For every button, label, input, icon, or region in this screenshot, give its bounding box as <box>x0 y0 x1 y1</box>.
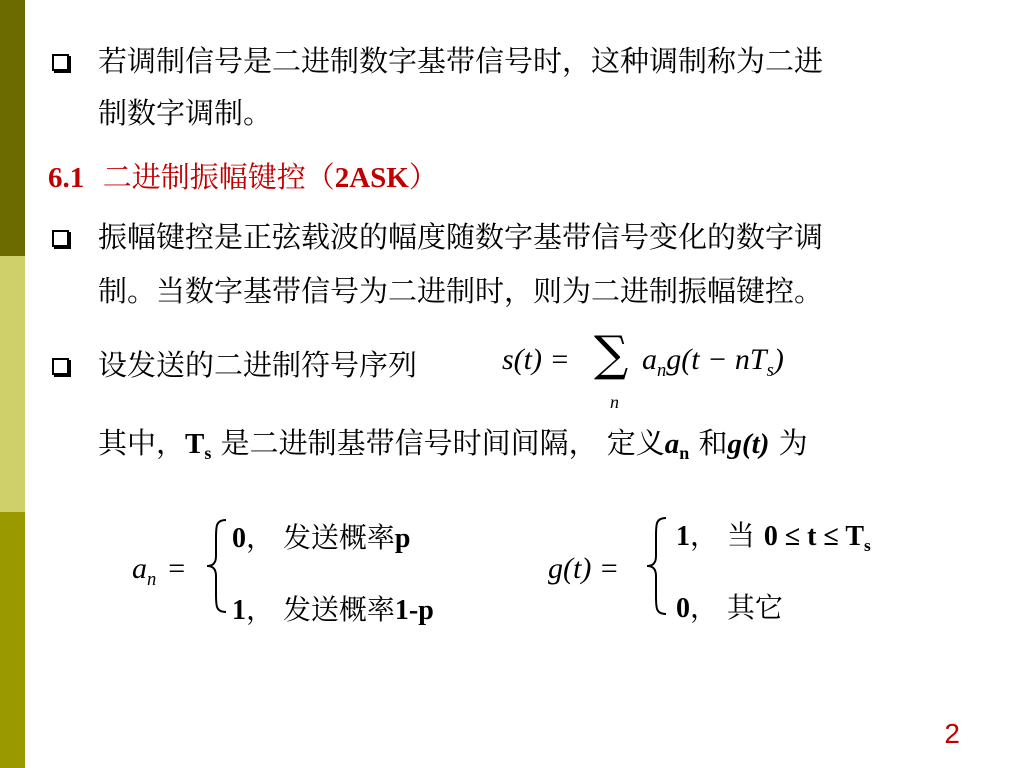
formula-close: ) <box>773 343 784 376</box>
bullet-2-line-2: 制。当数字基带信号为二进制时，则为二进制振幅键控。 <box>98 274 824 308</box>
formula-ts-sub: s <box>766 359 774 381</box>
an-case-1-prob: p <box>394 523 411 554</box>
an-case-2-text: ， 发送概率 <box>246 593 395 626</box>
an-case-2 <box>232 588 434 628</box>
g-case-2-text: ， 其它 <box>690 591 783 624</box>
section-heading <box>48 160 438 195</box>
summation-index: n <box>610 392 619 412</box>
g-case-2 <box>676 586 783 626</box>
bullet-1-line-1: 若调制信号是二进制数字基带信号时，这种调制称为二进 <box>98 44 824 78</box>
formula-a: a <box>642 343 657 376</box>
g-case-1-condition: 0 ≤ t ≤ T <box>763 521 865 552</box>
an-case-1 <box>232 516 410 556</box>
section-close: ） <box>408 160 438 194</box>
formula-a-sub: n <box>657 359 667 381</box>
g-case-1 <box>676 514 871 554</box>
formula-s-rhs <box>642 343 784 381</box>
g-case-1-value: 1 <box>676 521 690 552</box>
an-left-brace-icon <box>204 516 230 616</box>
an-case-2-value: 1 <box>232 595 246 626</box>
section-abbr: 2ASK <box>334 162 409 194</box>
summation-sigma: ∑ <box>594 326 629 382</box>
an-lhs-sub: n <box>147 568 157 590</box>
g-case-2-value: 0 <box>676 593 690 624</box>
checkbox-bullet-icon <box>52 54 69 71</box>
g-lhs: g(t) = <box>548 552 620 585</box>
definition-line <box>98 426 808 464</box>
definition-a: a <box>664 428 680 460</box>
definition-T-sub: s <box>204 443 212 464</box>
side-stripe-middle <box>0 256 25 512</box>
g-left-brace-icon <box>644 514 670 618</box>
g-case-1-sub: s <box>864 536 871 556</box>
definition-and: 和 <box>689 426 728 460</box>
definition-T: T <box>185 428 205 460</box>
side-stripe-top <box>0 0 25 256</box>
section-number: 6.1 <box>48 162 85 194</box>
checkbox-bullet-icon <box>52 230 69 247</box>
bullet-2-line-1: 振幅键控是正弦载波的幅度随数字基带信号变化的数字调 <box>98 220 824 254</box>
an-case-1-value: 0 <box>232 523 246 554</box>
g-case-1-text: ， 当 <box>690 519 764 552</box>
definition-mid: 是二进制基带信号时间间隔， 定义 <box>211 426 665 460</box>
section-title: 二进制振幅键控（ <box>102 160 335 194</box>
an-lhs-eq: = <box>168 552 186 585</box>
page-number: 2 <box>944 718 960 749</box>
an-lhs <box>132 552 186 590</box>
definition-a-sub: n <box>679 443 690 464</box>
formula-g: g <box>666 343 682 376</box>
an-lhs-a: a <box>132 552 147 585</box>
formula-args: (t − nT <box>681 343 767 376</box>
formula-s-lhs: s(t) = <box>502 343 570 376</box>
an-case-1-text: ， 发送概率 <box>246 521 395 554</box>
an-case-2-prob: 1-p <box>394 595 434 626</box>
bullet-3-text: 设发送的二进制符号序列 <box>98 348 418 382</box>
checkbox-bullet-icon <box>52 358 69 375</box>
definition-prefix: 其中， <box>98 426 186 460</box>
side-stripe-bottom <box>0 512 25 768</box>
definition-g: g(t) <box>727 428 770 460</box>
definition-suffix: 为 <box>769 426 808 460</box>
bullet-1-line-2: 制数字调制。 <box>98 96 273 130</box>
